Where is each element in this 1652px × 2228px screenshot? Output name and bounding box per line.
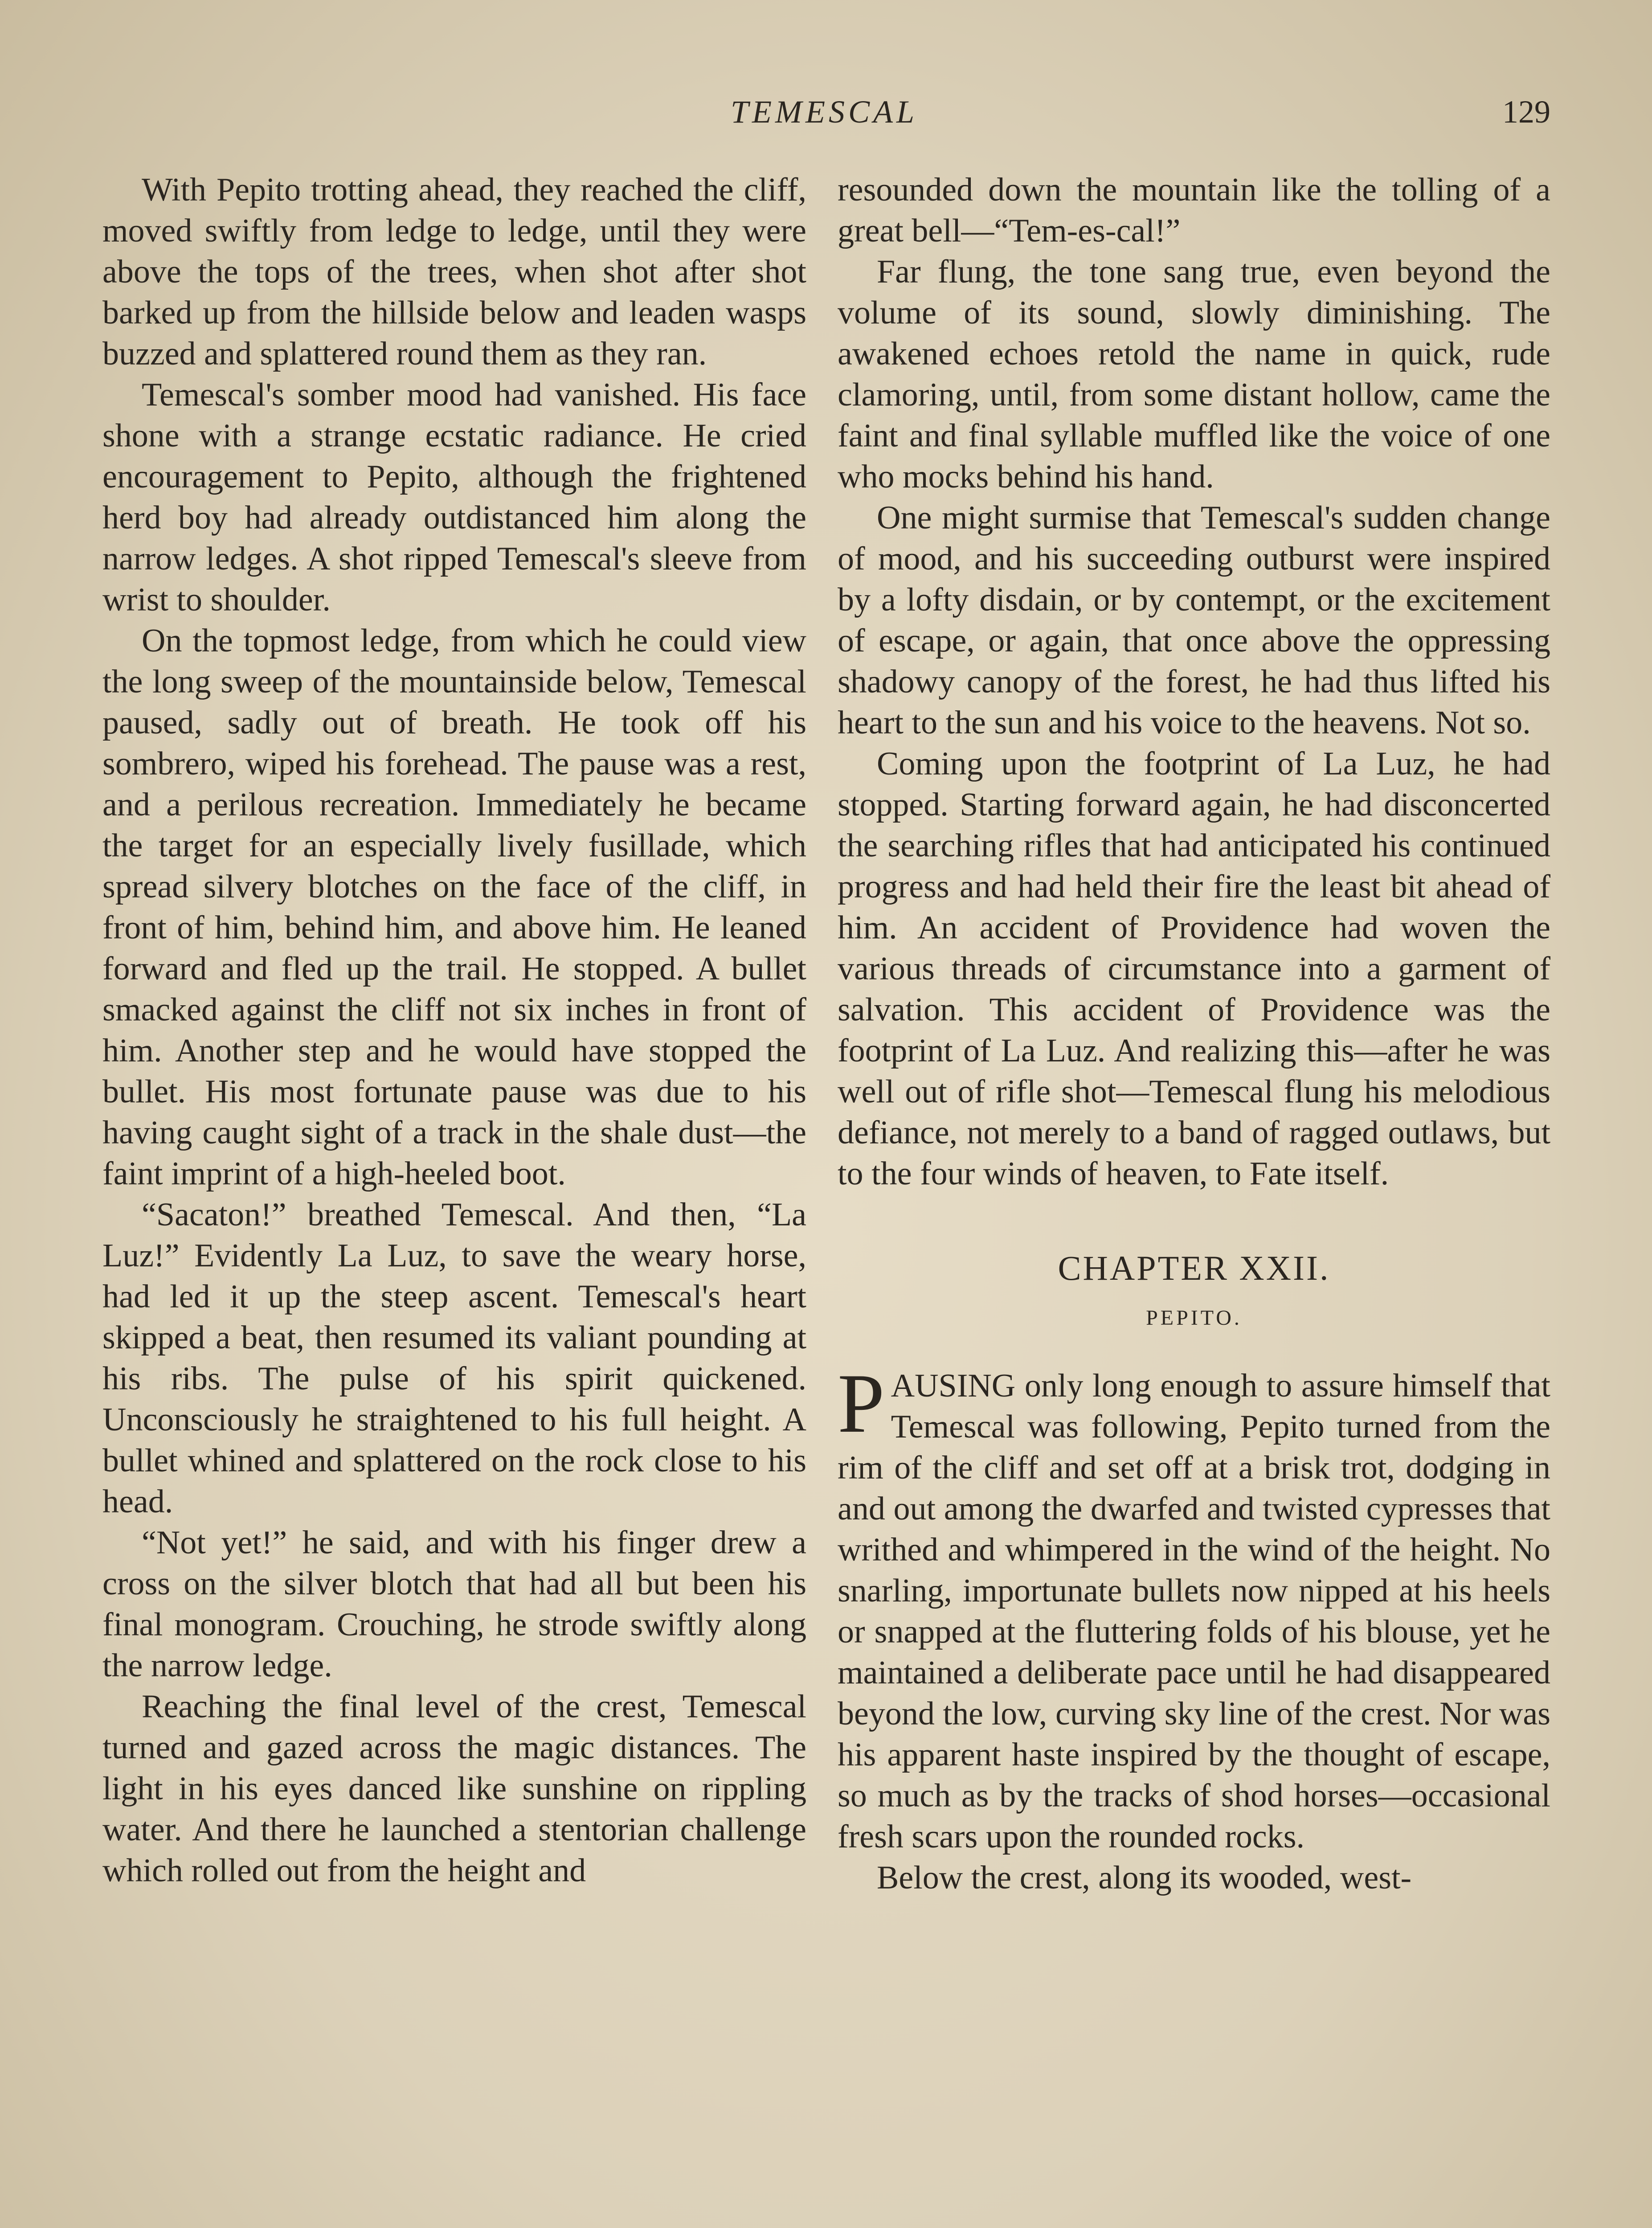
right-column (838, 169, 1550, 2228)
chapter-heading: CHAPTER XXII. (1058, 1249, 1330, 1287)
chapter-opening-text: AUSING only long enough to assure himself that Temescal was following, Pepito turned from the rim of the cliff and set off at a brisk trot, dodging in and out among the dwarfed and twisted cypresses that writhed and whimpered in the wind of the height. No snarling, importunate bullets now nipped at his heels or snapped at the fluttering folds of his blouse, yet he maintained a deliberate pace until he had disappeared beyond the low, curving sky line of the crest. Nor was his apparent haste inspired by the thought of escape, so much as by the tracks of shod horses—occasional fresh scars upon the rounded rocks. (838, 1368, 1550, 1855)
paragraph-continued: resounded down the mountain like the tolling of a great bell—“Tem-es-cal!” (838, 172, 1550, 249)
drop-cap: P (838, 1357, 885, 1450)
left-column (102, 169, 806, 2228)
paragraph: Temescal's somber mood had vanished. His face shone with a strange ecstatic radiance. He cried encouragement to Pepito, although the frightened herd boy had already outdistanced him along the narrow ledges. A shot ripped Temescal's sleeve from wrist to shoulder. (102, 377, 806, 618)
paragraph: Below the crest, along its wooded, west- (877, 1859, 1412, 1896)
paragraph: With Pepito trotting ahead, they reached the cliff, moved swiftly from ledge to ledge, until they were above the tops of the trees, when shot after shot barked up from the hillside below and leaden wasps buzzed and splattered round them as they ran. (102, 172, 806, 372)
paragraph: Coming upon the footprint of La Luz, he had stopped. Starting forward again, he had disconcerted the searching rifles that had anticipated his continued progress and had held their fire the least bit ahead of him. An accident of Providence had woven the various threads of circumstance into a garment of salvation. This accident of Providence was the footprint of La Luz. And realizing this—after he was well out of rifle shot—Temescal flung his melodious defiance, not merely to a band of ragged outlaws, but to the four winds of heaven, to Fate itself. (838, 745, 1550, 1192)
chapter-opening-paragraph (838, 1357, 1550, 1857)
paragraph: One might surmise that Temescal's sudden change of mood, and his succeeding outburst were inspired by a lofty disdain, or by contempt, or the excitement of escape, or again, that once above the oppressing shadowy canopy of the forest, he had thus lifted his heart to the sun and his voice to the heavens. Not so. (838, 500, 1550, 741)
paragraph: Reaching the final level of the crest, Temescal turned and gazed across the magic distances. The light in his eyes danced like sunshine on rippling water. And there he launched a stentorian challenge which rolled out from the height and (102, 1688, 806, 1889)
page-number: 129 (1502, 94, 1550, 130)
paragraph: “Sacaton!” breathed Temescal. And then, “La Luz!” Evidently La Luz, to save the weary horse, had led it up the steep ascent. Temescal's heart skipped a beat, then resumed its valiant pounding at his ribs. The pulse of his spirit quickened. Unconsciously he straightened to his full height. A bullet whined and splattered on the rock close to his head. (102, 1196, 806, 1520)
running-header-title: TEMESCAL (730, 94, 918, 130)
paragraph: Far flung, the tone sang true, even beyond the volume of its sound, slowly diminishing. The awakened echoes retold the name in quick, rude clamoring, until, from some distant hollow, came the faint and final syllable muffled like the voice of one who mocks behind his hand. (838, 254, 1550, 495)
paragraph: On the topmost ledge, from which he could view the long sweep of the mountainside below, Temescal paused, sadly out of breath. He took off his sombrero, wiped his forehead. The pause was a rest, and a perilous recreation. Immediately he became the target for an especially lively fusillade, which spread silvery blotches on the face of the cliff, in front of him, behind him, and above him. He leaned forward and fled up the trail. He stopped. A bullet smacked against the cliff not six inches in front of him. Another step and he would have stopped the bullet. His most fortunate pause was due to his having caught sight of a track in the shale dust—the faint imprint of a high-heeled boot. (102, 623, 806, 1192)
chapter-subtitle: PEPITO. (1146, 1306, 1242, 1330)
paragraph: “Not yet!” he said, and with his finger drew a cross on the silver blotch that had all but been his final monogram. Crouching, he strode swiftly along the narrow ledge. (102, 1524, 806, 1684)
